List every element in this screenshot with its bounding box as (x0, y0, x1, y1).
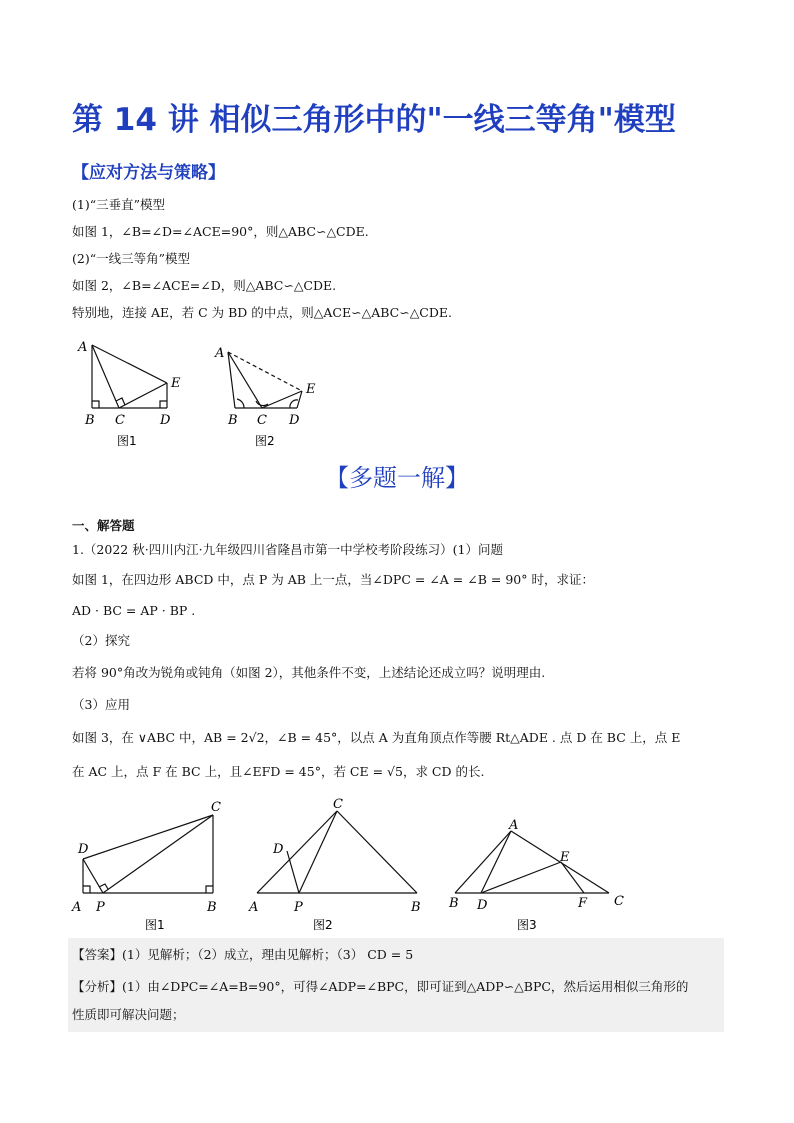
pfig2-label-c: C (333, 797, 343, 812)
multi-solution-banner: 【多题一解】 (325, 464, 469, 492)
intro-line-4: 如图 2，∠B=∠ACE=∠D，则△ABC∽△CDE. (72, 278, 337, 293)
top-figures (70, 335, 330, 450)
pfig2-label-a: A (249, 900, 259, 915)
analysis-line-2: 性质即可解决问题； (72, 1007, 185, 1022)
intro-line-3: (2)“一线三等角”模型 (72, 251, 190, 266)
pfig1-label-c: C (211, 800, 221, 815)
pfig1-label-a: A (72, 900, 82, 915)
pfig2-caption: 图2 (313, 918, 333, 932)
fig2-label-e: E (306, 382, 316, 397)
pfig1-label-d: D (78, 842, 89, 857)
figure-1-three-perpendicular (92, 345, 167, 408)
fig1-label-a: A (78, 340, 88, 355)
fig1-label-c: C (115, 413, 125, 428)
fig1-label-b: B (85, 413, 95, 428)
fig2-label-b: B (228, 413, 238, 428)
page-title: 第 14 讲 相似三角形中的"一线三等角"模型 (72, 102, 676, 138)
pfig1-label-b: B (207, 900, 217, 915)
intro-line-2: 如图 1，∠B=∠D=∠ACE=90°，则△ABC∽△CDE. (72, 224, 369, 239)
pfig3-label-a: A (509, 818, 519, 833)
pfig3-label-d: D (477, 898, 488, 913)
problem-line-3: （2）探究 (72, 633, 130, 648)
bottom-figures (65, 795, 645, 935)
problem-figure-3 (455, 831, 609, 893)
fig2-label-a: A (215, 346, 225, 361)
problem-line-4: 若将 90°角改为锐角或钝角（如图 2），其他条件不变，上述结论还成立吗？说明理由. (72, 665, 546, 680)
pfig3-label-c: C (614, 894, 624, 909)
problem-line-7: 在 AC 上，点 F 在 BC 上，且∠EFD = 45°，若 CE = √5，求 CD 的长. (72, 764, 485, 779)
fig2-label-c: C (257, 413, 267, 428)
answer-line: 【答案】(1）见解析；（2）成立，理由见解析；（3） CD = 5 (72, 947, 414, 962)
pfig2-label-p: P (294, 900, 303, 915)
problem-line-6: 如图 3，在 ∨ABC 中，AB = 2√2，∠B = 45°，以点 A 为直角顶点作等腰 Rt△ADE . 点 D 在 BC 上，点 E (72, 730, 681, 745)
problem-line-5: （3）应用 (72, 697, 130, 712)
fig2-label-d: D (289, 413, 300, 428)
intro-line-5: 特别地，连接 AE，若 C 为 BD 的中点，则△ACE∽△ABC∽△CDE. (72, 305, 452, 320)
problem-figure-1 (83, 815, 213, 893)
intro-line-1: (1)“三垂直”模型 (72, 197, 165, 212)
problem-line-1: 如图 1，在四边形 ABCD 中，点 P 为 AB 上一点，当∠DPC = ∠A = ∠B = 90° 时，求证： (72, 572, 594, 587)
problem-line-2: AD · BC = AP · BP . (72, 603, 196, 618)
fig1-caption: 图1 (117, 434, 137, 448)
pfig3-caption: 图3 (517, 918, 537, 932)
category-heading: 一、解答题 (72, 518, 135, 533)
problem-source-line: 1.（2022 秋·四川内江·九年级四川省隆昌市第一中学校考阶段练习）(1）问题 (72, 542, 503, 557)
fig2-caption: 图2 (255, 434, 275, 448)
pfig1-label-p: P (96, 900, 105, 915)
pfig3-label-f: F (578, 896, 588, 911)
pfig2-label-d: D (273, 842, 284, 857)
pfig3-label-e: E (560, 850, 570, 865)
pfig3-label-b: B (449, 896, 459, 911)
pfig1-caption: 图1 (145, 918, 165, 932)
figure-2-one-line-three-angles (228, 352, 302, 408)
strategy-heading: 【应对方法与策略】 (72, 163, 225, 183)
analysis-line-1: 【分析】(1）由∠DPC=∠A=B=90°，可得∠ADP=∠BPC，即可证到△ADP∽△BPC，然后运用相似三角形的 (72, 979, 689, 994)
pfig2-label-b: B (411, 900, 421, 915)
fig1-label-d: D (160, 413, 171, 428)
fig1-label-e: E (171, 376, 181, 391)
